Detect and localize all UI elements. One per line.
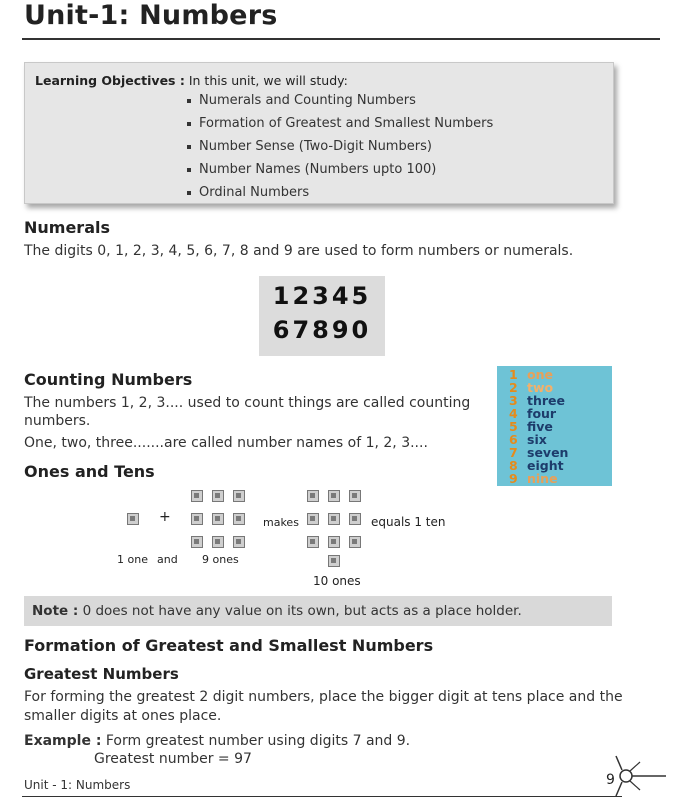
number-digit: 6 (509, 432, 518, 447)
unit-block-icon (349, 490, 361, 502)
number-digit: 1 (509, 367, 518, 382)
unit-block-icon (212, 513, 224, 525)
counting-heading: Counting Numbers (24, 370, 193, 389)
page-corner-ornament-icon (612, 752, 668, 798)
one-label: 1 one (117, 553, 148, 566)
one-block-icon (127, 513, 139, 525)
numerals-text: The digits 0, 1, 2, 3, 4, 5, 6, 7, 8 and 9 are used to form numbers or numerals. (24, 243, 574, 259)
number-word: four (527, 406, 557, 421)
digits-box (259, 276, 385, 356)
unit-block-icon (212, 490, 224, 502)
number-word: five (527, 419, 553, 434)
formation-text-line1: For forming the greatest 2 digit numbers, place the bigger digit at tens place and the (24, 689, 623, 705)
unit-block-icon (191, 536, 203, 548)
unit-block-icon (233, 490, 245, 502)
number-digit: 8 (509, 458, 518, 473)
unit-block-icon (191, 490, 203, 502)
number-word: one (527, 367, 553, 382)
digits-row-2: 67890 (272, 316, 372, 344)
number-word: seven (527, 445, 569, 460)
number-word: eight (527, 458, 564, 473)
unit-block-icon (328, 490, 340, 502)
number-digit: 2 (509, 380, 518, 395)
unit-block-icon (233, 536, 245, 548)
number-name-row (509, 472, 558, 485)
objectives-header (35, 73, 348, 88)
objective-item: Numerals and Counting Numbers (185, 93, 493, 116)
makes-label: makes (263, 516, 299, 529)
counting-text-names: One, two, three.......are called number names of 1, 2, 3.... (24, 435, 428, 451)
objective-item: Number Names (Numbers upto 100) (185, 162, 493, 185)
objective-item: Number Sense (Two-Digit Numbers) (185, 139, 493, 162)
objectives-label: Learning Objectives : (35, 73, 185, 88)
counting-text-line2: numbers. (24, 413, 91, 429)
footer-unit-label: Unit - 1: Numbers (24, 778, 131, 792)
number-digit: 9 (509, 471, 518, 486)
unit-block-icon (233, 513, 245, 525)
number-word: nine (527, 471, 558, 486)
objective-item: Ordinal Numbers (185, 185, 493, 208)
page-number: 9 (606, 772, 615, 788)
counting-text-line1: The numbers 1, 2, 3.... used to count things are called counting (24, 395, 471, 411)
title-divider (22, 38, 660, 40)
number-digit: 5 (509, 419, 518, 434)
numerals-heading: Numerals (24, 218, 110, 237)
unit-block-icon (349, 536, 361, 548)
plus-sign: + (159, 509, 171, 525)
objective-item: Formation of Greatest and Smallest Numbers (185, 116, 493, 139)
footer-divider (22, 796, 622, 797)
equals-label: equals 1 ten (371, 515, 446, 529)
objectives-list (185, 93, 493, 208)
number-word: six (527, 432, 547, 447)
formation-text-line2: smaller digits at ones place. (24, 708, 222, 724)
number-word: two (527, 380, 554, 395)
note-content (32, 603, 522, 619)
unit-block-icon (328, 513, 340, 525)
and-label: and (157, 553, 178, 566)
number-names-box (497, 366, 612, 486)
example-line (24, 732, 410, 751)
number-digit: 7 (509, 445, 518, 460)
note-text: 0 does not have any value on its own, but acts as a place holder. (82, 603, 522, 619)
unit-block-icon (349, 513, 361, 525)
note-label: Note : (32, 603, 79, 619)
unit-block-icon (191, 513, 203, 525)
greatest-heading: Greatest Numbers (24, 665, 179, 683)
nine-ones-label: 9 ones (202, 553, 239, 566)
unit-block-icon (328, 536, 340, 548)
formation-heading: Formation of Greatest and Smallest Numbers (24, 636, 434, 655)
unit-block-icon (212, 536, 224, 548)
digits-row-1: 12345 (272, 282, 372, 310)
number-word: three (527, 393, 565, 408)
unit-title: Unit-1: Numbers (24, 0, 278, 31)
unit-block-icon (307, 513, 319, 525)
learning-objectives-box (24, 62, 614, 204)
unit-block-icon (328, 555, 340, 567)
number-digit: 4 (509, 406, 518, 421)
number-digit: 3 (509, 393, 518, 408)
objectives-intro: In this unit, we will study: (188, 73, 348, 88)
example-label: Example : (24, 733, 102, 749)
example-answer: Greatest number = 97 (94, 751, 252, 767)
unit-block-icon (307, 536, 319, 548)
ten-ones-label: 10 ones (313, 574, 361, 588)
unit-block-icon (307, 490, 319, 502)
ones-tens-heading: Ones and Tens (24, 462, 155, 481)
note-box (24, 596, 612, 626)
example-text: Form greatest number using digits 7 and 9. (105, 733, 411, 749)
